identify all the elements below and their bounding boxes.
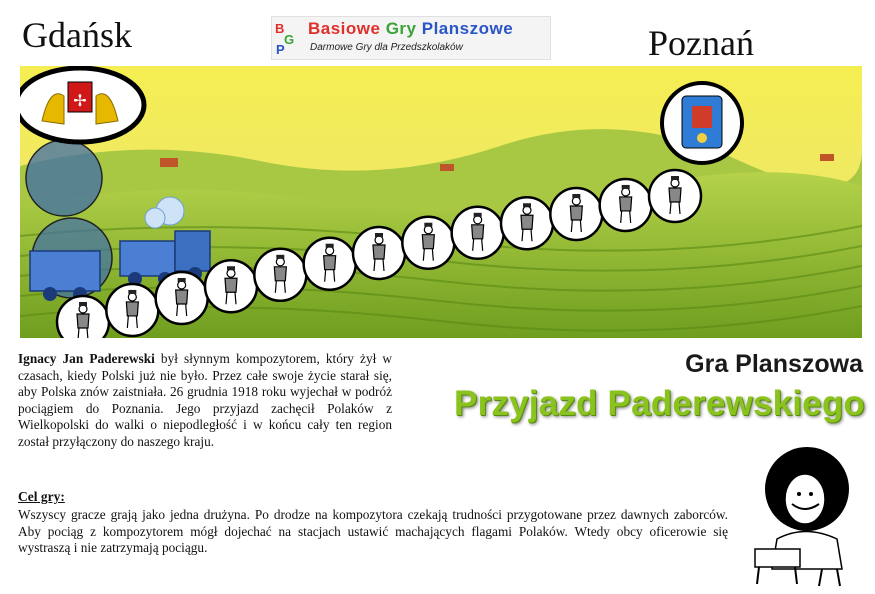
logo-title bbox=[308, 19, 513, 39]
soldier-figure-icon bbox=[671, 179, 679, 187]
soldier-cap bbox=[572, 194, 580, 198]
board-space bbox=[156, 272, 208, 324]
logo-title-part3: Planszowe bbox=[421, 19, 514, 38]
soldier-cap bbox=[375, 233, 383, 237]
farmhouse bbox=[820, 154, 834, 161]
soldier-figure-icon bbox=[79, 305, 87, 313]
board-space bbox=[106, 284, 158, 336]
board-space bbox=[501, 197, 553, 249]
soldier-figure-icon bbox=[128, 293, 136, 301]
soldier-figure-icon bbox=[276, 258, 284, 266]
board-space bbox=[649, 170, 701, 222]
composer-name: Ignacy Jan Paderewski bbox=[18, 351, 155, 366]
soldier-cap bbox=[326, 244, 334, 248]
city-name-poznan: Poznań bbox=[648, 23, 754, 63]
bgp-logo-icon bbox=[274, 21, 306, 55]
city-name-gdansk: Gdańsk bbox=[22, 15, 132, 55]
svg-text:B: B bbox=[275, 21, 285, 36]
farmhouse bbox=[160, 158, 178, 167]
soldier-figure-icon bbox=[424, 226, 432, 234]
board-space bbox=[254, 249, 306, 301]
board-space bbox=[57, 296, 109, 338]
soldier-figure-icon bbox=[622, 188, 630, 196]
svg-text:P: P bbox=[276, 42, 285, 55]
board-space bbox=[550, 188, 602, 240]
goal-text: Wszyscy gracze grają jako jedna drużyna. Po drodze na kompozytora czekają trudności przygotowane przez dawnych zaborców. Aby pociąg z kompozytorem mógł dojechać na stacjach ustawić machających flagami Polaków. Wtedy obcy oficerowie się wystraszą i nie zatrzymają pociągu. bbox=[18, 507, 728, 555]
soldier-cap bbox=[227, 266, 235, 270]
goal-heading: Cel gry: bbox=[18, 489, 65, 504]
intro-text: był słynnym kompozytorem, który żył w czasach, kiedy Polski już nie było. Przez całe swoje życie starał się, aby Polska znów zaistniała. 26 grudnia 1918 roku wyjechał w podróż pociągiem do Poznania. Jego przyjazd zachęcił Polaków z Wielkopolski do walki o niepodległość i w końcu cały ten region został przyłączony do naszego kraju. bbox=[18, 351, 392, 449]
svg-text:G: G bbox=[284, 32, 295, 47]
soldier-cap bbox=[622, 185, 630, 189]
soldier-figure-icon bbox=[227, 269, 235, 277]
soldier-cap bbox=[276, 255, 284, 259]
board-space bbox=[452, 207, 504, 259]
game-subtitle: Gra Planszowa bbox=[685, 350, 863, 378]
soldier-cap bbox=[523, 203, 531, 207]
soldier-figure-icon bbox=[178, 281, 186, 289]
soldier-cap bbox=[178, 278, 186, 282]
soldier-figure-icon bbox=[326, 247, 334, 255]
board-space bbox=[205, 260, 257, 312]
board-space bbox=[304, 238, 356, 290]
soldier-cap bbox=[79, 302, 87, 306]
soldier-cap bbox=[671, 176, 679, 180]
board-space bbox=[402, 217, 454, 269]
logo-title-part2: Gry bbox=[385, 19, 422, 38]
soldier-cap bbox=[128, 290, 136, 294]
game-board-illustration bbox=[20, 66, 862, 338]
soldier-figure-icon bbox=[375, 236, 383, 244]
soldier-figure-icon bbox=[474, 216, 482, 224]
svg-text:✢: ✢ bbox=[73, 91, 87, 110]
site-logo bbox=[271, 16, 551, 60]
paderewski-caricature-icon bbox=[747, 444, 862, 589]
soldier-figure-icon bbox=[523, 206, 531, 214]
logo-title-part1: Basiowe bbox=[308, 19, 386, 38]
game-title: Przyjazd Paderewskiego bbox=[454, 384, 865, 423]
intro-paragraph bbox=[18, 351, 392, 450]
soldier-figure-icon bbox=[572, 197, 580, 205]
logo-subtitle: Darmowe Gry dla Przedszkolaków bbox=[310, 42, 463, 53]
board-space bbox=[353, 227, 405, 279]
blue-start-space bbox=[26, 140, 102, 216]
farmhouse bbox=[440, 164, 454, 171]
board-space bbox=[600, 179, 652, 231]
soldier-cap bbox=[424, 223, 432, 227]
soldier-cap bbox=[474, 213, 482, 217]
